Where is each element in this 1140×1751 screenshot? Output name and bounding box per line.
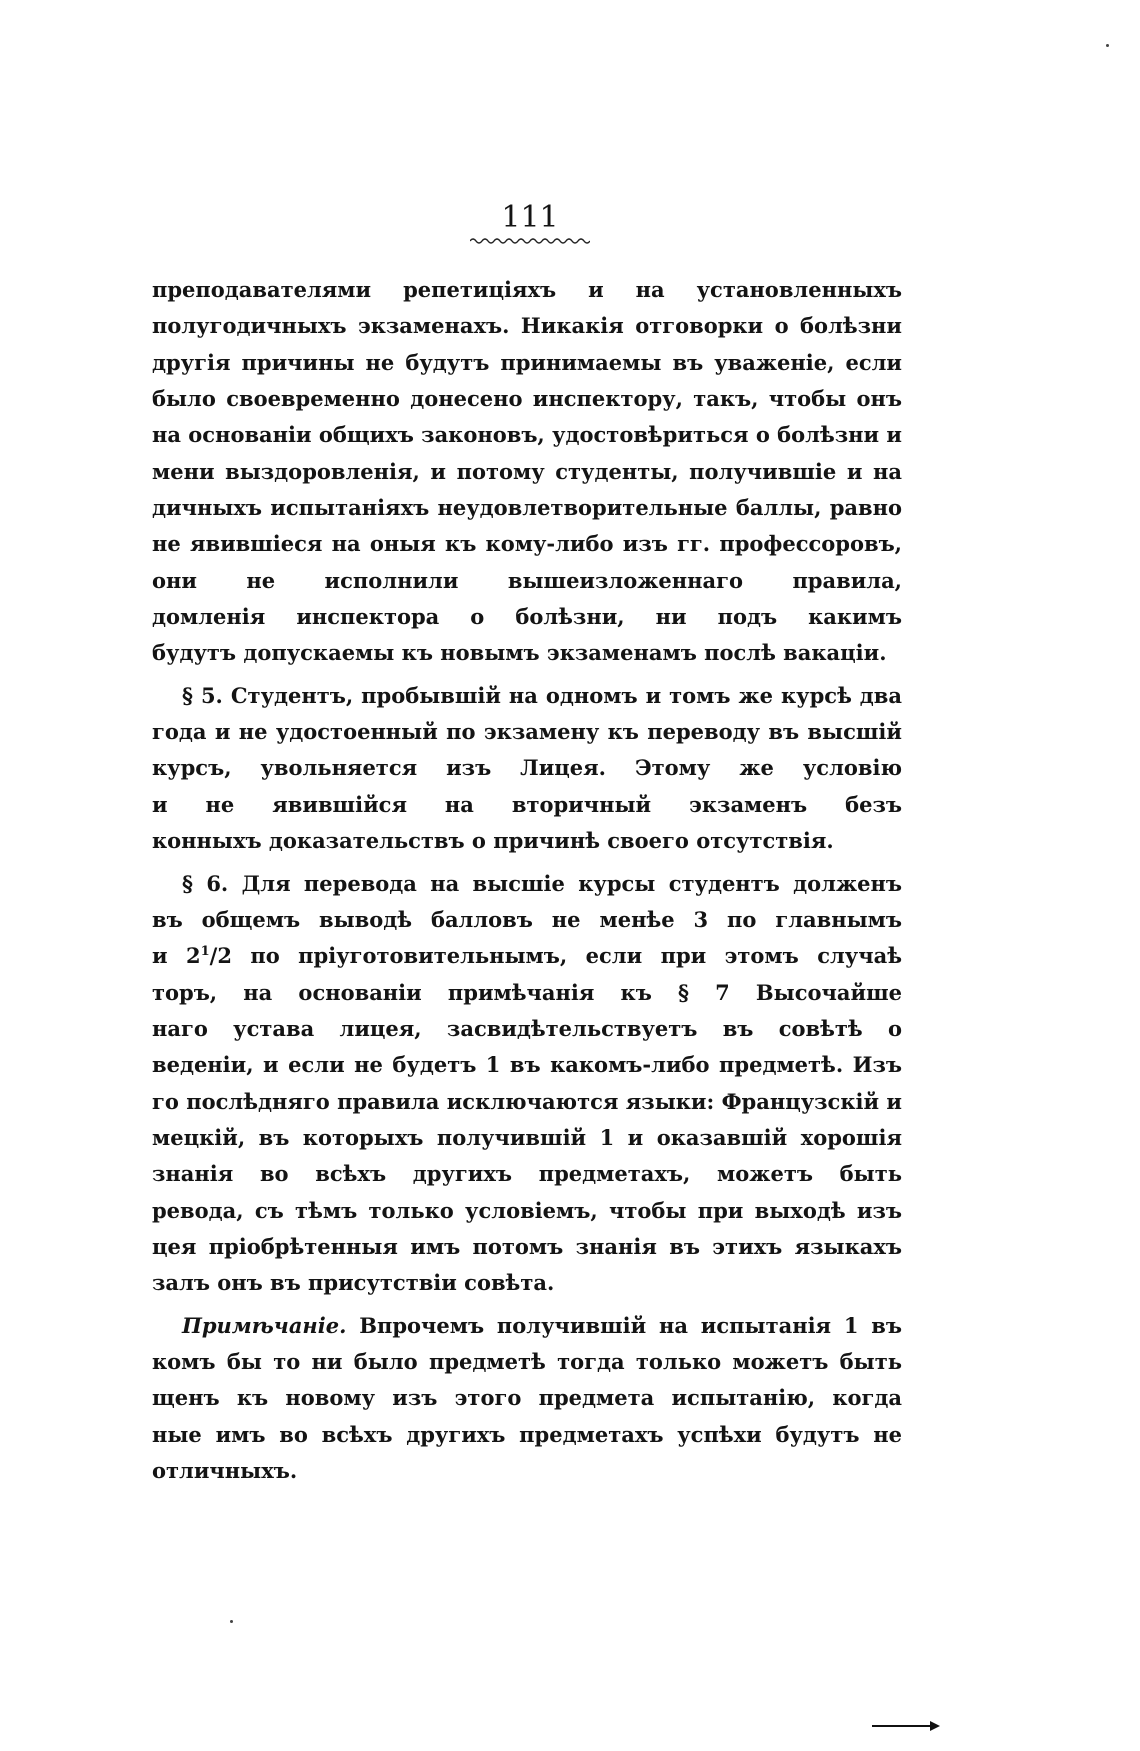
fraction-numerator: 1	[200, 944, 210, 960]
line-text: § 5. Студентъ, пробывшій на одномъ и томъ же курсѣ два	[182, 682, 902, 708]
text-line	[152, 1156, 902, 1192]
line-text: на основаніи общихъ законовъ, удостовѣриться о болѣзни и	[152, 422, 902, 448]
line-text: наго устава лицея, засвидѣтельствуетъ въ совѣтѣ о	[152, 1015, 902, 1041]
text-line	[152, 1380, 902, 1416]
line-text: ные имъ во всѣхъ другихъ предметахъ успѣхи будутъ не	[152, 1421, 902, 1447]
line-text: Впрочемъ получившій на испытанія 1 въ	[359, 1312, 902, 1338]
text-line	[152, 1344, 902, 1380]
text-line	[152, 417, 902, 453]
line-text: другія причины не будутъ принимаемы въ уваженіе, если	[152, 349, 902, 375]
line-text: веденіи, и если не будетъ 1 въ какомъ-либо предметѣ. Изъ	[152, 1052, 902, 1078]
text-line	[152, 1265, 902, 1301]
text-line	[152, 1011, 902, 1047]
text-line	[152, 678, 902, 714]
note-label: Примѣчаніе.	[182, 1312, 347, 1338]
line-text: будутъ допускаемы къ новымъ экзаменамъ послѣ вакаціи.	[152, 640, 887, 666]
speck	[230, 1620, 233, 1623]
text-line	[152, 787, 902, 823]
text-line	[152, 599, 902, 635]
text-line	[152, 490, 902, 526]
catchword-arrow	[872, 1718, 942, 1732]
text-line	[152, 1308, 902, 1344]
text-line	[152, 714, 902, 750]
line-text: торъ, на основаніи примѣчанія къ § 7 Высочайше	[152, 979, 902, 1005]
line-text: въ общемъ выводѣ балловъ не менѣе 3 по главнымъ	[152, 906, 902, 932]
line-text: ревода, съ тѣмъ только условіемъ, чтобы при выходѣ изъ	[152, 1197, 902, 1223]
line-text: курсъ, увольняется изъ Лицея. Этому же условію	[152, 755, 902, 781]
line-text: § 6. Для перевода на высшіе курсы студентъ долженъ	[182, 870, 902, 896]
line-text: мени выздоровленія, и потому студенты, получившіе и на	[152, 458, 902, 484]
page-number: 111	[501, 200, 559, 235]
fraction-denominator: /2	[209, 943, 251, 969]
text-line	[152, 938, 902, 974]
text-line	[152, 454, 902, 490]
text-line	[152, 635, 902, 671]
line-text: года и не удостоенный по экзамену къ переводу въ высшій	[152, 719, 902, 745]
fraction-prefix: и 2	[152, 943, 201, 969]
line-text: знанія во всѣхъ другихъ предметахъ, можетъ быть	[152, 1161, 902, 1187]
line-text: конныхъ доказательствъ о причинѣ своего отсутствія.	[152, 828, 834, 854]
line-text: преподавателями репетиціяхъ и на установленныхъ	[152, 277, 902, 302]
line-text: го послѣдняго правила исключаются языки: Французскій и	[152, 1088, 902, 1114]
line-text: они не исполнили вышеизложеннаго правила,	[152, 567, 902, 593]
text-line	[152, 750, 902, 786]
text-line	[152, 563, 902, 599]
line-text: залъ онъ въ присутствіи совѣта.	[152, 1270, 555, 1296]
line-text: щенъ къ новому изъ этого предмета испытанію, когда	[152, 1385, 902, 1411]
line-text: полугодичныхъ экзаменахъ. Никакія отговорки о болѣзни	[152, 313, 902, 339]
text-line	[152, 1417, 902, 1453]
line-text: мецкій, въ которыхъ получившій 1 и оказавшій хорошія	[152, 1124, 902, 1150]
text-line	[152, 1193, 902, 1229]
text-line	[152, 272, 902, 308]
text-line	[152, 823, 902, 859]
line-text: комъ бы то ни было предметѣ тогда только можетъ быть	[152, 1348, 902, 1374]
line-text: домленія инспектора о болѣзни, ни подъ какимъ	[152, 604, 902, 630]
page-number-underline-ornament	[470, 236, 590, 246]
text-column	[152, 272, 902, 1489]
line-text: было своевременно донесено инспектору, такъ, чтобы онъ	[152, 386, 902, 412]
text-line	[152, 975, 902, 1011]
line-text: не явившіеся на оныя къ кому-либо изъ гг. профессоровъ,	[152, 531, 902, 557]
line-text: по пріуготовительнымъ, если при этомъ случаѣ	[250, 943, 902, 969]
text-line	[152, 526, 902, 562]
text-line	[152, 1084, 902, 1120]
line-text: дичныхъ испытаніяхъ неудовлетворительные баллы, равно	[152, 495, 902, 521]
text-line	[152, 1047, 902, 1083]
line-text: отличныхъ.	[152, 1458, 298, 1483]
text-line	[152, 902, 902, 938]
line-text: и не явившійся на вторичный экзаменъ безъ	[152, 791, 902, 817]
text-line	[152, 381, 902, 417]
text-line	[152, 308, 902, 344]
speck	[1106, 44, 1109, 47]
text-line	[152, 345, 902, 381]
text-line	[152, 1120, 902, 1156]
text-line	[152, 1453, 902, 1489]
text-line	[152, 866, 902, 902]
text-line	[152, 1229, 902, 1265]
line-text: цея пріобрѣтенныя имъ потомъ знанія въ этихъ языкахъ	[152, 1233, 902, 1259]
